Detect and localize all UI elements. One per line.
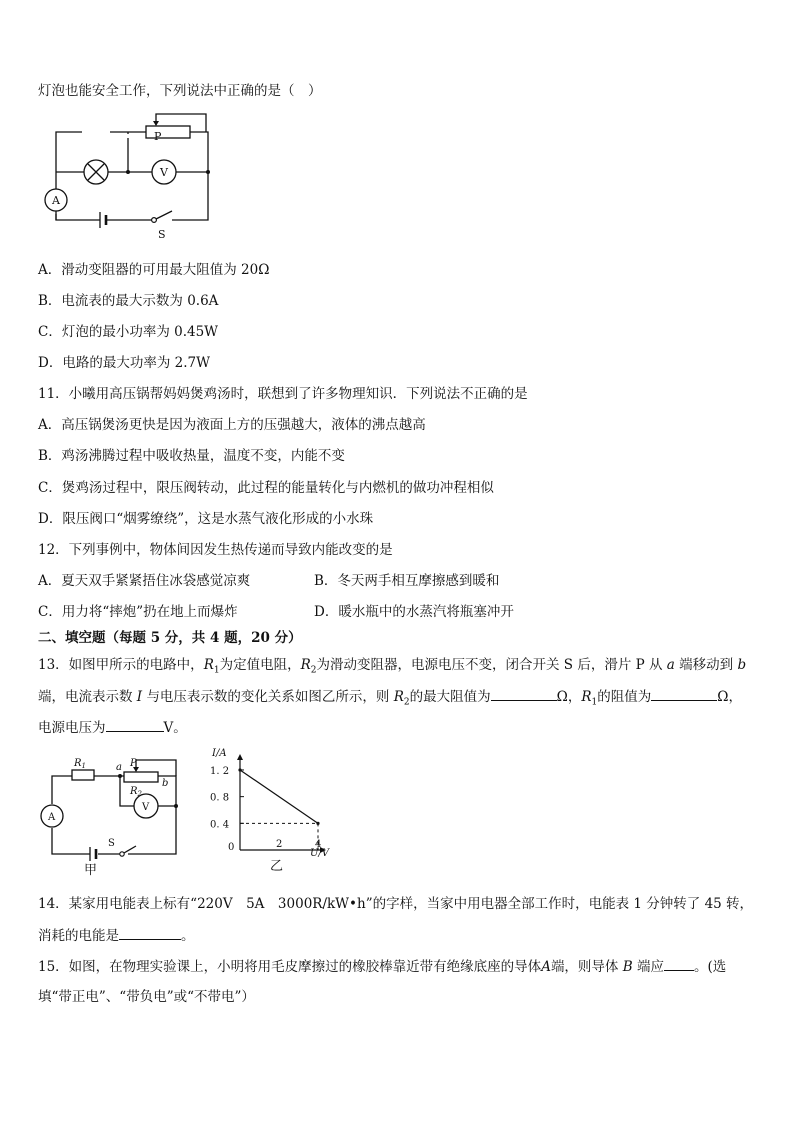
y-axis-label: I/A bbox=[212, 748, 227, 759]
q12-stem: 12．下列事例中，物体间因发生热传递而导致内能改变的是 bbox=[38, 542, 393, 558]
y-tick-label-2: 1. 2 bbox=[210, 765, 230, 777]
q15-line-1: 15．如图，在物理实验课上，小明将用毛皮摩擦过的橡胶棒靠近带有绝缘底座的导体A端，则导体 B 端应 。(选 bbox=[38, 959, 727, 975]
q11-stem: 11．小曦用高压锅帮妈妈煲鸡汤时，联想到了许多物理知识．下列说法不正确的是 bbox=[38, 386, 528, 402]
q13-line-1: 13．如图甲所示的电路中，$R_1$为定值电阻，$R_2$为滑动变阻器，电源电压不变，闭合开关 S 后，滑片 P 从 a 端移动到 b bbox=[38, 657, 747, 676]
jia-label-r1: $R_1$ bbox=[74, 758, 86, 770]
y-tick-label-0: 0. 4 bbox=[210, 819, 230, 831]
series-line-0 bbox=[240, 770, 318, 823]
q10-label-a: A bbox=[52, 194, 60, 207]
jia-label-r2: $R_2$ bbox=[130, 786, 142, 798]
data-point-0-1 bbox=[316, 822, 319, 825]
q13-chart-yi bbox=[206, 744, 356, 874]
jia-label-s: S bbox=[108, 838, 115, 849]
q13-blank-2[interactable] bbox=[651, 687, 717, 701]
jia-label-ammeter: A bbox=[48, 812, 56, 823]
q15-blank[interactable] bbox=[664, 957, 694, 971]
q12-option-d: D．暖水瓶中的水蒸汽将瓶塞冲开 bbox=[314, 604, 514, 620]
q10-label-p: P bbox=[154, 130, 162, 143]
q11-option-d: D．限压阀口“烟雾缭绕”，这是水蒸气液化形成的小水珠 bbox=[38, 511, 374, 527]
yi-caption: 乙 bbox=[270, 859, 284, 874]
section-title-fill-blank: 二、填空题（每题 5 分，共 4 题，20 分） bbox=[38, 630, 302, 646]
q12-option-a: A．夏天双手紧紧捂住冰袋感觉凉爽 bbox=[38, 573, 251, 589]
q13-blank-1[interactable] bbox=[491, 687, 557, 701]
q13-line-3: 电源电压为 V。 bbox=[38, 720, 187, 736]
q12-option-c: C．用力将“摔炮”扔在地上而爆炸 bbox=[38, 604, 238, 620]
jia-caption: 甲 bbox=[84, 863, 98, 878]
q15-line-2: 填“带正电”、“带负电”或“不带电”） bbox=[38, 989, 255, 1005]
q13-blank-3[interactable] bbox=[106, 718, 164, 732]
jia-label-p: P bbox=[130, 758, 137, 769]
q13-circuit-figure-jia bbox=[36, 756, 196, 878]
q11-option-a: A．高压锅煲汤更快是因为液面上方的压强越大，液体的沸点越高 bbox=[38, 417, 426, 433]
q13-line-2: 端，电流表示数 I 与电压表示数的变化关系如图乙所示，则 $R_2$的最大阻值为 Ω，$R_1$的阻值为 Ω， bbox=[38, 689, 742, 708]
q10-circuit-figure bbox=[36, 112, 226, 246]
q14-line-1: 14．某家用电能表上标有“220V 5A 3000R/kW•h”的字样，当家中用电器全部工作时，电能表 1 分钟转了 45 转， bbox=[38, 896, 754, 912]
q11-option-c: C．煲鸡汤过程中，限压阀转动，此过程的能量转化与内燃机的做功冲程相似 bbox=[38, 480, 494, 496]
x-tick-label-1: 2 bbox=[276, 839, 283, 850]
q10-option-d: D．电路的最大功率为 2.7W bbox=[38, 355, 210, 371]
q14-blank[interactable] bbox=[119, 926, 181, 940]
q14-line-2: 消耗的电能是 。 bbox=[38, 928, 195, 944]
jia-label-b: b bbox=[162, 778, 169, 789]
q10-option-a: A．滑动变阻器的可用最大阻值为 20Ω bbox=[38, 262, 270, 278]
q11-option-b: B．鸡汤沸腾过程中吸收热量，温度不变，内能不变 bbox=[38, 448, 345, 464]
q12-option-b: B．冬天两手相互摩擦感到暖和 bbox=[314, 573, 500, 589]
y-tick-label-1: 0. 8 bbox=[210, 792, 230, 804]
x-tick-label-0: 0 bbox=[228, 842, 235, 853]
x-axis-label: U/V bbox=[310, 848, 330, 859]
jia-label-a: a bbox=[116, 762, 122, 773]
q10-label-v: V bbox=[160, 166, 168, 179]
jia-label-v: V bbox=[142, 802, 150, 813]
q10-option-c: C．灯泡的最小功率为 0.45W bbox=[38, 324, 219, 340]
q10-label-s: S bbox=[158, 228, 166, 241]
q10-option-b: B．电流表的最大示数为 0.6A bbox=[38, 293, 219, 309]
x-tick-label-2: 4 bbox=[315, 839, 322, 850]
q10-stem-tail: 灯泡也能安全工作，下列说法中正确的是（ ） bbox=[38, 83, 322, 99]
